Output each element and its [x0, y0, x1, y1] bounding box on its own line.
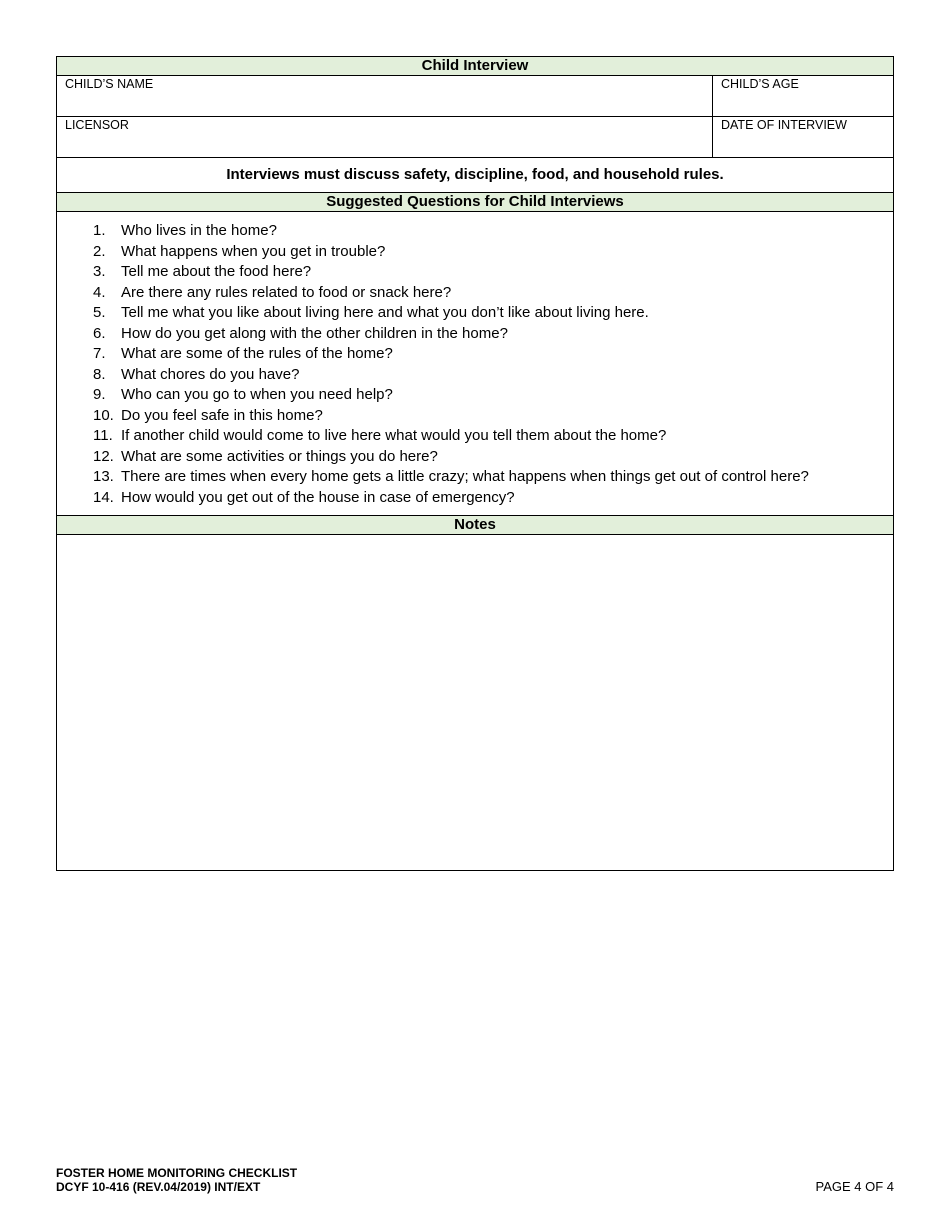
licensor-cell — [57, 117, 713, 157]
question-item — [93, 385, 893, 406]
question-number: 13. — [93, 468, 114, 485]
licensor-date-row — [57, 117, 893, 158]
name-age-row — [57, 76, 893, 117]
question-text: If another child would come to live here what would you tell them about the home? — [121, 427, 667, 444]
notes-field[interactable] — [57, 535, 893, 870]
question-text: What happens when you get in trouble? — [121, 242, 386, 260]
question-number: 14. — [93, 488, 114, 506]
question-text: Tell me what you like about living here and what you don’t like about living here. — [121, 304, 649, 321]
childs-name-cell — [57, 76, 713, 116]
question-text: What are some activities or things you do here? — [121, 447, 438, 465]
date-of-interview-label: DATE OF INTERVIEW — [721, 118, 847, 132]
question-number: 6. — [93, 324, 106, 342]
question-number: 2. — [93, 242, 106, 260]
notes-header: Notes — [57, 516, 893, 535]
footer-form-name: FOSTER HOME MONITORING CHECKLIST — [56, 1166, 298, 1180]
question-item — [93, 406, 893, 427]
question-text: What chores do you have? — [121, 365, 300, 383]
question-item — [93, 467, 893, 488]
interview-notice: Interviews must discuss safety, discipline, food, and household rules. — [57, 158, 893, 193]
question-item — [93, 242, 893, 263]
question-number: 1. — [93, 222, 106, 239]
question-item — [93, 262, 893, 283]
question-text: There are times when every home gets a little crazy; what happens when things get out of control here? — [121, 468, 809, 485]
licensor-field[interactable] — [65, 132, 704, 152]
question-number: 7. — [93, 345, 106, 362]
question-item — [93, 447, 893, 468]
question-number: 4. — [93, 283, 106, 301]
childs-age-field[interactable] — [721, 91, 885, 111]
footer-form-code: DCYF 10-416 (REV.04/2019) INT/EXT — [56, 1180, 261, 1194]
question-number: 8. — [93, 365, 106, 383]
question-text: How would you get out of the house in case of emergency? — [121, 488, 515, 506]
child-interview-form — [56, 56, 894, 871]
page-number: PAGE 4 OF 4 — [815, 1179, 894, 1194]
question-item — [93, 365, 893, 386]
question-text: What are some of the rules of the home? — [121, 345, 393, 362]
questions-header: Suggested Questions for Child Interviews — [57, 193, 893, 212]
question-text: Tell me about the food here? — [121, 263, 312, 280]
question-number: 12. — [93, 447, 114, 465]
question-item — [93, 303, 893, 324]
date-of-interview-field[interactable] — [721, 132, 885, 152]
question-text: How do you get along with the other children in the home? — [121, 324, 508, 342]
date-of-interview-cell — [713, 117, 893, 157]
question-number: 10. — [93, 406, 114, 424]
question-text: Who lives in the home? — [121, 222, 277, 239]
question-text: Do you feel safe in this home? — [121, 406, 323, 424]
question-item — [93, 324, 893, 345]
question-item — [93, 344, 893, 365]
question-item — [93, 488, 893, 509]
footer-form-info — [56, 1166, 297, 1194]
childs-age-label: CHILD’S AGE — [721, 77, 799, 91]
question-text: Are there any rules related to food or snack here? — [121, 283, 452, 301]
question-number: 3. — [93, 263, 106, 280]
question-number: 9. — [93, 386, 106, 403]
licensor-label: LICENSOR — [65, 118, 129, 132]
form-title: Child Interview — [57, 57, 893, 76]
questions-list — [57, 212, 893, 516]
childs-name-field[interactable] — [65, 91, 704, 111]
childs-age-cell — [713, 76, 893, 116]
question-text: Who can you go to when you need help? — [121, 386, 393, 403]
question-number: 5. — [93, 304, 106, 321]
question-item — [93, 283, 893, 304]
question-number: 11. — [93, 427, 113, 444]
question-item — [93, 426, 893, 447]
childs-name-label: CHILD’S NAME — [65, 77, 154, 91]
question-item — [93, 221, 893, 242]
